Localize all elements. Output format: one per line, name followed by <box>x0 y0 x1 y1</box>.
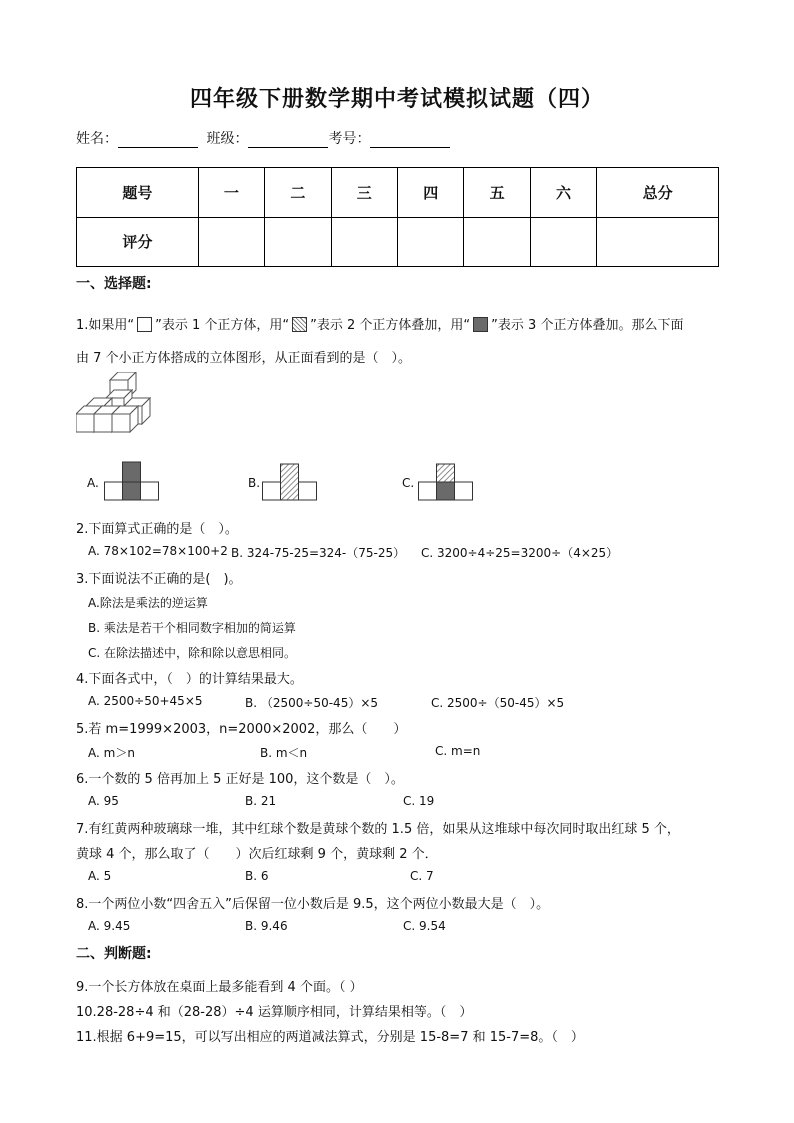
q5-option-a[interactable]: A. m＞n <box>88 746 135 760</box>
header-cell: 二 <box>265 168 331 218</box>
score-cell[interactable] <box>530 217 596 267</box>
page-title: 四年级下册数学期中考试模拟试题（四） <box>189 87 604 112</box>
question-6: 6.一个数的 5 倍再加上 5 正好是 100，这个数是（ ）。 <box>76 772 404 787</box>
q1-text-part: ”表示 3 个正方体叠加。那么下面 <box>491 318 684 333</box>
student-info-line <box>76 128 450 148</box>
score-cell[interactable] <box>198 217 264 267</box>
question-1-line-2: 由 7 个小正方体搭成的立体图形，从正面看到的是（ ）。 <box>76 351 412 366</box>
q7-option-a[interactable]: A. 5 <box>88 869 112 883</box>
q7-option-b[interactable]: B. 6 <box>245 869 269 883</box>
q4-option-a[interactable]: A. 2500÷50+45×5 <box>88 694 203 708</box>
question-5: 5.若 m=1999×2003，n=2000×2002，那么（ ） <box>76 722 407 737</box>
section-heading-choice: 一、选择题: <box>76 276 152 292</box>
class-blank[interactable] <box>248 133 328 148</box>
q3-option-a[interactable]: A.除法是乘法的逆运算 <box>88 596 208 610</box>
score-header-row <box>77 168 719 218</box>
score-cell[interactable] <box>397 217 463 267</box>
header-cell: 四 <box>397 168 463 218</box>
q8-option-c[interactable]: C. 9.54 <box>403 919 446 933</box>
question-10: 10.28-28÷4 和（28-28）÷4 运算顺序相同，计算结果相等。（ ） <box>76 1005 473 1020</box>
name-label: 姓名： <box>76 131 118 147</box>
q2-option-c[interactable]: C. 3200÷4÷25=3200÷（4×25） <box>421 546 619 560</box>
score-table <box>76 167 719 267</box>
class-label: 班级： <box>206 131 249 147</box>
section-heading-judgement: 二、判断题: <box>76 946 152 962</box>
exam-no-blank[interactable] <box>370 133 450 148</box>
score-row <box>77 217 719 267</box>
question-1-line-1 <box>76 314 683 333</box>
question-4: 4.下面各式中，（ ）的计算结果最大。 <box>76 672 303 687</box>
question-7-line-2: 黄球 4 个，那么取了（ ）次后红球剩 9 个，黄球剩 2 个． <box>76 847 438 862</box>
score-cell[interactable] <box>597 217 719 267</box>
score-cell[interactable] <box>464 217 530 267</box>
q5-option-b[interactable]: B. m＜n <box>260 746 308 760</box>
header-cell: 六 <box>530 168 596 218</box>
score-cell[interactable] <box>265 217 331 267</box>
question-3: 3.下面说法不正确的是( )。 <box>76 572 242 587</box>
question-7-line-1: 7.有红黄两种玻璃球一堆，其中红球个数是黄球个数的 1.5 倍，如果从这堆球中每次同时取出红球 5 个， <box>76 822 680 837</box>
header-cell: 五 <box>464 168 530 218</box>
q1-text-part: ”表示 1 个正方体，用“ <box>155 318 290 333</box>
q2-option-b[interactable]: B. 324-75-25=324-（75-25） <box>231 546 406 560</box>
q1-option-b-label[interactable]: B. <box>248 476 261 490</box>
score-label-cell: 评分 <box>77 217 199 267</box>
dark-square-icon <box>473 317 488 332</box>
header-cell: 三 <box>331 168 397 218</box>
q1-option-c-label[interactable]: C. <box>402 476 415 490</box>
name-blank[interactable] <box>118 133 198 148</box>
q6-option-b[interactable]: B. 21 <box>245 794 277 808</box>
q3-option-b[interactable]: B. 乘法是若干个相同数字相加的简运算 <box>88 621 296 635</box>
question-9: 9.一个长方体放在桌面上最多能看到 4 个面。（ ） <box>76 980 363 995</box>
q6-option-c[interactable]: C. 19 <box>403 794 435 808</box>
cube-stack-figure <box>76 372 156 436</box>
question-2: 2.下面算式正确的是（ ）。 <box>76 522 238 537</box>
q1-text-part: 1.如果用“ <box>76 318 135 333</box>
q2-option-a[interactable]: A. 78×102=78×100+2 <box>88 544 228 558</box>
q1-option-c-figure[interactable] <box>418 462 478 502</box>
q3-option-c[interactable]: C. 在除法描述中，除和除以意思相同。 <box>88 646 297 660</box>
q1-text-part: ”表示 2 个正方体叠加，用“ <box>310 318 471 333</box>
question-8: 8.一个两位小数“四舍五入”后保留一位小数后是 9.5，这个两位小数最大是（ ）。 <box>76 897 550 912</box>
q7-option-c[interactable]: C. 7 <box>410 869 434 883</box>
score-cell[interactable] <box>331 217 397 267</box>
q4-option-c[interactable]: C. 2500÷（50-45）×5 <box>431 696 565 710</box>
square-icon <box>137 317 152 332</box>
q8-option-b[interactable]: B. 9.46 <box>245 919 288 933</box>
q1-option-b-figure[interactable] <box>262 462 322 502</box>
exam-no-label: 考号： <box>328 131 371 147</box>
q6-option-a[interactable]: A. 95 <box>88 794 119 808</box>
q1-option-a-figure[interactable] <box>104 460 164 502</box>
header-cell: 一 <box>198 168 264 218</box>
q8-option-a[interactable]: A. 9.45 <box>88 919 131 933</box>
q4-option-b[interactable]: B. （2500÷50-45）×5 <box>245 696 379 710</box>
hatched-square-icon <box>292 317 307 332</box>
q5-option-c[interactable]: C. m=n <box>435 744 481 758</box>
question-11: 11.根据 6+9=15，可以写出相应的两道减法算式，分别是 15-8=7 和 15-7=8。（ ） <box>76 1030 584 1045</box>
header-cell: 总分 <box>597 168 719 218</box>
header-cell: 题号 <box>77 168 199 218</box>
q1-option-a-label[interactable]: A. <box>87 476 99 490</box>
